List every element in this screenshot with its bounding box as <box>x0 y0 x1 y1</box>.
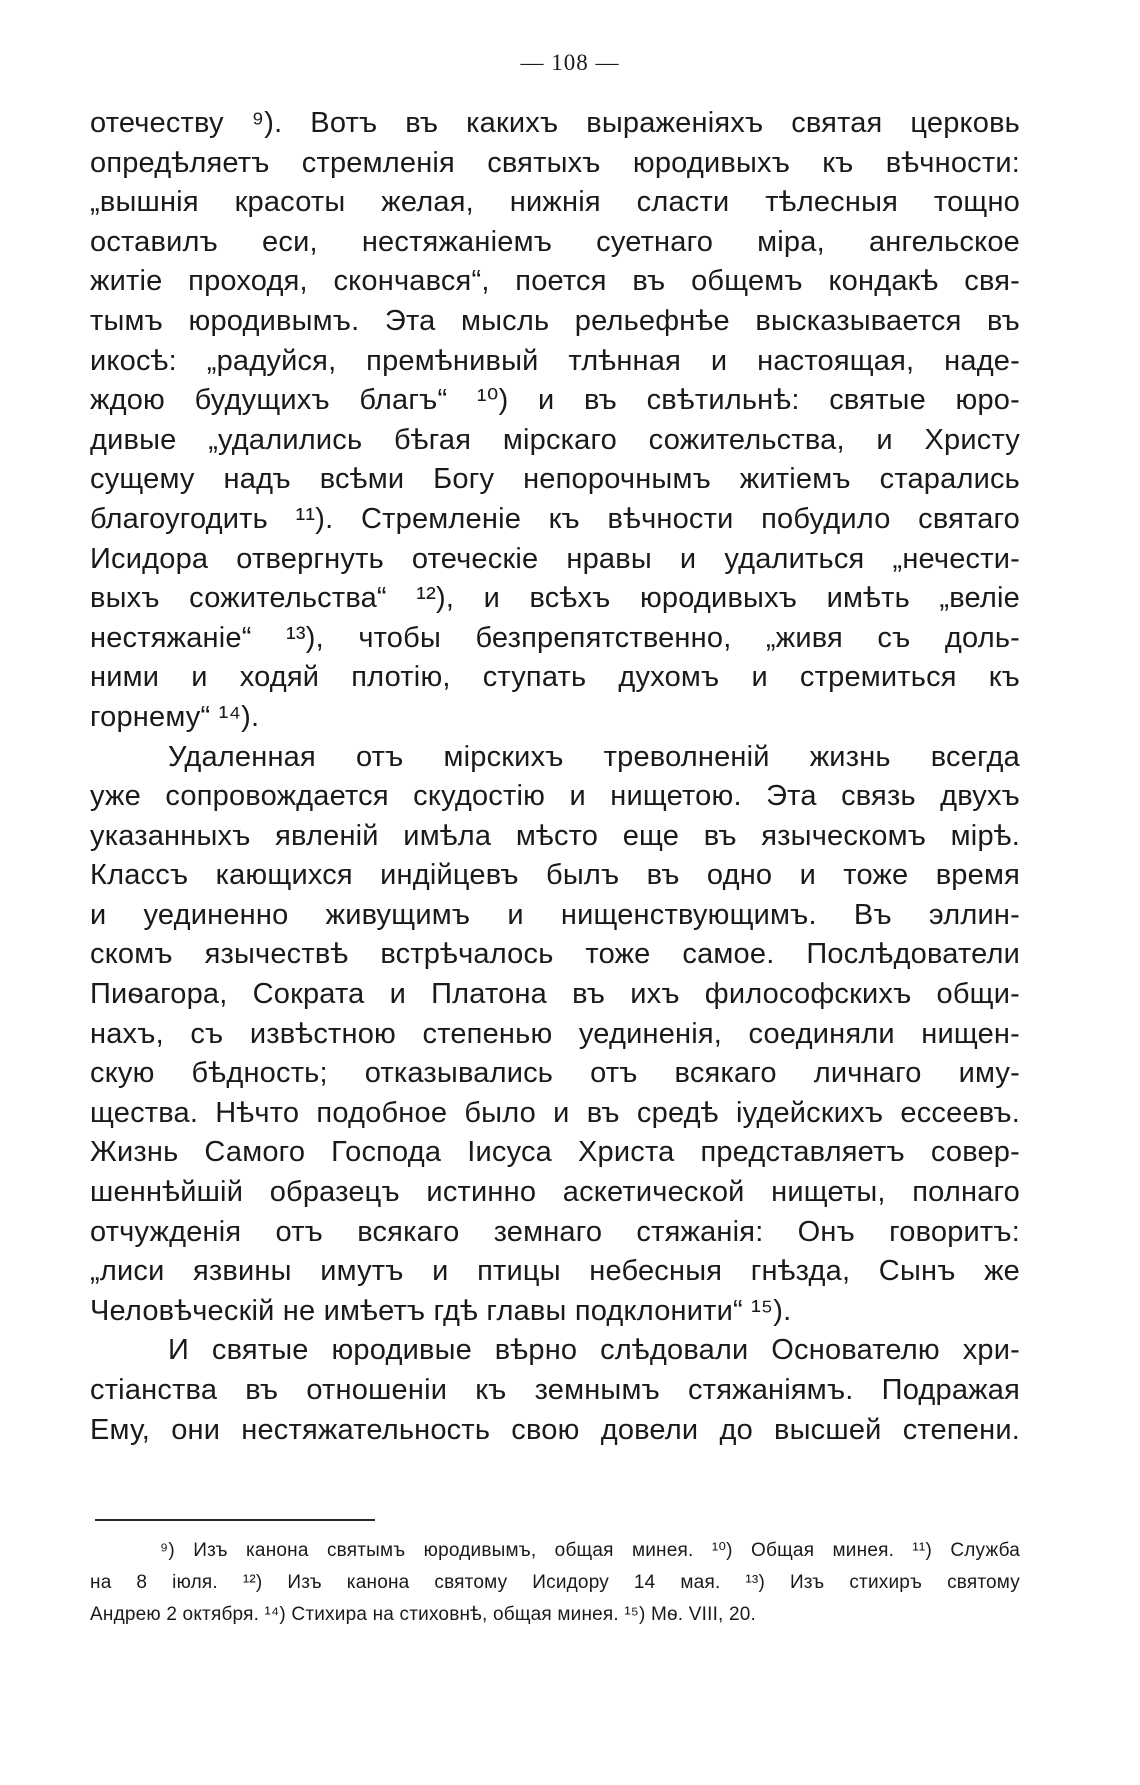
footnotes <box>90 1535 1020 1631</box>
text-line: дивые „удалились бѣгая мірскаго сожительства, и Христу <box>90 423 1020 456</box>
text-line: уже сопровождается скудостію и нищетою. Эта связь двухъ <box>90 780 1020 813</box>
text-line: выхъ сожительства“ ¹²), и всѣхъ юродивыхъ имѣть „веліе <box>90 582 1020 615</box>
text-line: шеннѣйшій образецъ истинно аскетической нищеты, полнаго <box>90 1176 1020 1209</box>
text-line: Пиѳагора, Сократа и Платона въ ихъ философскихъ общи- <box>90 978 1020 1011</box>
text-line: указанныхъ явленій имѣла мѣсто еще въ языческомъ мірѣ. <box>90 819 1020 852</box>
text-line: и уединенно живущимъ и нищенствующимъ. Въ эллин- <box>90 898 1020 931</box>
text-line: оставилъ еси, нестяжаніемъ суетнаго міра, ангельское <box>90 225 1020 258</box>
text-line: Классъ кающихся индійцевъ былъ въ одно и тоже время <box>90 859 1020 892</box>
text-line: нахъ, съ извѣстною степенью уединенія, соединяли нищен- <box>90 1017 1020 1050</box>
text-line: благоугодить ¹¹). Стремленіе къ вѣчности побудило святаго <box>90 502 1020 535</box>
text-line: Удаленная отъ мірскихъ треволненій жизнь всегда <box>168 740 1020 773</box>
footnote-divider <box>95 1519 375 1521</box>
paragraph-2 <box>90 738 1020 1332</box>
text-line: горнему“ ¹⁴). <box>90 700 260 733</box>
text-line: „лиси язвины имутъ и птицы небесныя гнѣзда, Сынъ же <box>90 1255 1020 1288</box>
text-line: житіе проходя, скончався“, поется въ общемъ кондакѣ свя- <box>90 265 1020 298</box>
paragraph-3 <box>90 1331 1020 1450</box>
text-line: скую бѣдность; отказывались отъ всякаго личнаго иму- <box>90 1057 1020 1090</box>
text-line: И святые юродивые вѣрно слѣдовали Основателю хри- <box>168 1334 1020 1367</box>
text-line: Жизнь Самого Господа Іисуса Христа представляетъ совер- <box>90 1136 1020 1169</box>
text-line: нестяжаніе“ ¹³), чтобы безпрепятственно, „живя съ доль- <box>90 621 1020 654</box>
page-number: — 108 — <box>520 50 620 75</box>
text-line: отчужденія отъ всякаго земнаго стяжанія: Онъ говоритъ: <box>90 1215 1020 1248</box>
text-line: Исидора отвергнуть отеческіе нравы и удалиться „нечести- <box>90 542 1020 575</box>
text-line: ждою будущихъ благъ“ ¹⁰) и въ свѣтильнѣ: святые юро- <box>90 384 1020 417</box>
main-text <box>90 104 1020 1450</box>
footnote-line: ⁹) Изъ канона святымъ юродивымъ, общая минея. ¹⁰) Общая минея. ¹¹) Служба <box>160 1540 1020 1561</box>
text-line: отечеству ⁹). Вотъ въ какихъ выраженіяхъ святая церковь <box>90 107 1020 139</box>
footnote-line: Андрею 2 октября. ¹⁴) Стихира на стиховнѣ, общая минея. ¹⁵) Мѳ. VIII, 20. <box>90 1604 757 1625</box>
text-line: скомъ язычествѣ встрѣчалось тоже самое. Послѣдователи <box>90 938 1020 971</box>
footnote-line: на 8 іюля. ¹²) Изъ канона святому Исидору 14 мая. ¹³) Изъ стихиръ святому <box>90 1572 1020 1593</box>
text-line: опредѣляетъ стремленія святыхъ юродивыхъ къ вѣчности: <box>90 146 1020 179</box>
text-line: щества. Нѣчто подобное было и въ средѣ іудейскихъ ессеевъ. <box>90 1096 1020 1129</box>
text-line: стіанства въ отношеніи къ земнымъ стяжаніямъ. Подражая <box>90 1374 1020 1406</box>
paragraph-1 <box>90 104 1020 738</box>
text-line: тымъ юродивымъ. Эта мысль рельефнѣе высказывается въ <box>90 304 1020 337</box>
text-line: „вышнія красоты желая, нижнія сласти тѣлесныя тощно <box>90 186 1020 219</box>
text-line: Ему, они нестяжательность свою довели до высшей степени. <box>90 1413 1020 1446</box>
text-line: ними и ходяй плотію, ступать духомъ и стремиться къ <box>90 661 1020 694</box>
text-line: икосѣ: „радуйся, премѣнивый тлѣнная и настоящая, наде- <box>90 344 1020 377</box>
text-line: Человѣческій не имѣетъ гдѣ главы подклонити“ ¹⁵). <box>90 1294 792 1327</box>
text-line: сущему надъ всѣми Богу непорочнымъ житіемъ старались <box>90 463 1020 496</box>
